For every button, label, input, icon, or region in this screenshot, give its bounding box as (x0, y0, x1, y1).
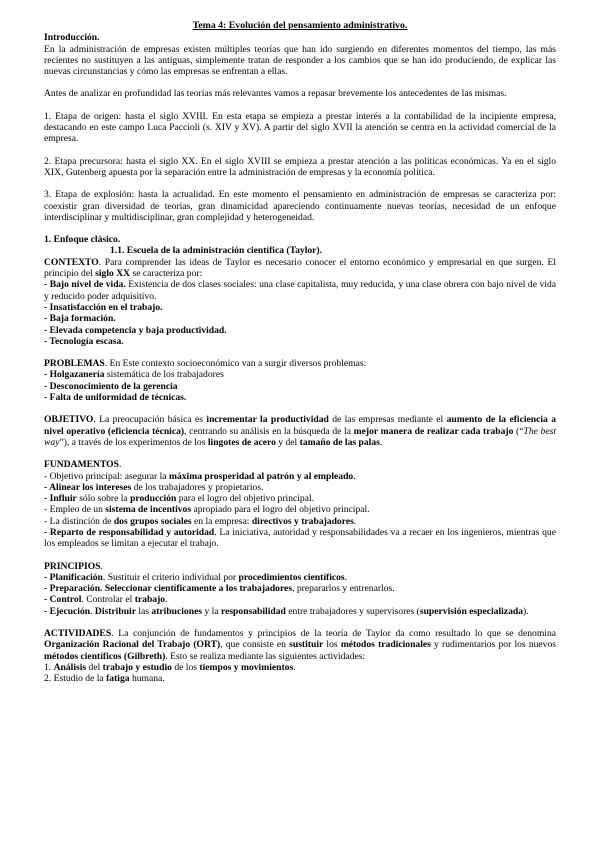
page-title: Tema 4: Evolución del pensamiento administrativo. (192, 20, 408, 31)
list-item: 1. Análisis del trabajo y estudio de los tiempos y movimientos. (44, 661, 296, 673)
objetivo-paragraph: OBJETIVO. La preocupación básica es incrementar la productividad de las empresas mediante el aumento de la eficiencia a nivel operativo (eficiencia técnica), centrando su análisis en la búsqueda de la mejor manera de realizar cada trabajo (“The best way”), a través de los experimentos de los lingotes de acero y del tamaño de las palas. (44, 414, 557, 448)
list-item: - Planificación. Sustituir el criterio individual por procedimientos científicos. (44, 571, 348, 583)
list-item: - Control. Controlar el trabajo. (44, 594, 168, 606)
intro-heading: Introducción. (44, 32, 100, 44)
problemas-paragraph: PROBLEMAS. En Este contexto socioeconómico van a surgir diversos problemas: (44, 358, 367, 370)
problemas-list (44, 369, 556, 403)
list-item: - Empleo de un sistema de incentivos apropiado para el logro del objetivo principal. (44, 504, 370, 516)
intro-paragraph-1: En la administración de empresas existen múltiples teorías que han ido surgiendo en diferentes momentos del tiempo, las más recientes no sustituyen a las antiguas, simplemente tratan de responder a los cambios que se han ido produciendo, de explicar las nuevas circunstancias y cómo las empresas se enfrentan a ellas. (44, 43, 556, 78)
list-item: - Insatisfacción en el trabajo. (44, 301, 163, 313)
list-item: - Objetivo principal: asegurar la máxima prosperidad al patrón y al empleado. (44, 470, 356, 482)
list-item: - Baja formación. (44, 313, 116, 325)
list-item: - Elevada competencia y baja productividad. (44, 324, 227, 336)
list-item: - Reparto de responsabilidad y autoridad. La iniciativa, autoridad y responsabilidades va a recaer en los ingenieros, mientras que los empleados se limitan a ejecutar el trabajo. (44, 526, 556, 550)
list-item: - Holgazanería sistemática de los trabajadores (44, 369, 224, 381)
fundamentos-list (44, 471, 556, 550)
list-item: - La distinción de dos grupos sociales en la empresa: directivos y trabajadores. (44, 515, 357, 527)
subsection-heading: 1.1. Escuela de la administración científica (Taylor). (110, 245, 323, 257)
principios-list (44, 572, 556, 617)
stage-explosion-paragraph: 3. Etapa de explosión: hasta la actualidad. En este momento el pensamiento en administración de empresas se caracteriza por: coexistir gran diversidad de teorías, gran dinamicidad apareciendo continuamente nuevas teorías, necesidad de un enfoque interdisciplinar y multidisciplinar, gran complejidad y heterogeneidad. (44, 189, 556, 223)
contexto-list (44, 279, 556, 347)
list-item: - Alinear los intereses de los trabajadores y propietarios. (44, 481, 264, 493)
list-item: - Ejecución. Distribuir las atribuciones y la responsabilidad entre trabajadores y supervisores (supervisión especializada). (44, 605, 529, 617)
list-item: - Desconocimiento de la gerencia (44, 380, 178, 392)
stage-precursor-paragraph: 2. Etapa precursora: hasta el siglo XX. En el siglo XVIII se empieza a prestar atención a las políticas económicas. Ya en el siglo XIX, Gutenberg apuesta por la separación entre la administración de empresas y la economía política. (44, 155, 556, 178)
list-item: 2. Estudio de la fatiga humana. (44, 673, 165, 685)
section-heading: 1. Enfoque clásico. (44, 234, 121, 246)
list-item: - Tecnología escasa. (44, 335, 124, 347)
actividades-list (44, 662, 556, 685)
list-item: - Preparación. Seleccionar científicamente a los trabajadores, prepararlos y entrenarlos. (44, 583, 395, 595)
list-item: - Influir sólo sobre la producción para el logro del objetivo principal. (44, 493, 315, 505)
list-item: - Bajo nivel de vida. Existencia de dos clases sociales: una clase capitalista, muy reducida, y una clase obrera con bajo nivel de vida y reducido poder adquisitivo. (44, 279, 556, 302)
actividades-paragraph: ACTIVIDADES. La conjunción de fundamentos y principios de la teoría de Taylor da como resultado lo que se denomina Organización Racional del Trabajo (ORT), que consiste en sustituir los métodos tradicionales y rudimentarios por los nuevos métodos científicos (Gilbreth). Esto se realiza mediante las siguientes actividades: (44, 628, 556, 662)
stage-origin-paragraph: 1. Etapa de origen: hasta el siglo XVIII. En esta etapa se empieza a prestar interés a la contabilidad de la incipiente empresa, destacando en este campo Luca Paccioli (s. XIV y XV). A partir del siglo XVII la atención se centra en la actividad comercial de la empresa. (44, 110, 556, 145)
fundamentos-heading: FUNDAMENTOS. (44, 459, 122, 471)
principios-heading: PRINCIPIOS. (44, 560, 103, 572)
contexto-paragraph: CONTEXTO. Para comprender las ideas de Taylor es necesario conocer el entorno económico y empresarial en que surgen. El principio del siglo XX se caracteriza por: (44, 256, 556, 280)
intro-paragraph-2: Antes de analizar en profundidad las teorías más relevantes vamos a repasar brevemente los antecedentes de las mismas. (44, 88, 507, 100)
list-item: - Falta de uniformidad de técnicas. (44, 392, 187, 404)
